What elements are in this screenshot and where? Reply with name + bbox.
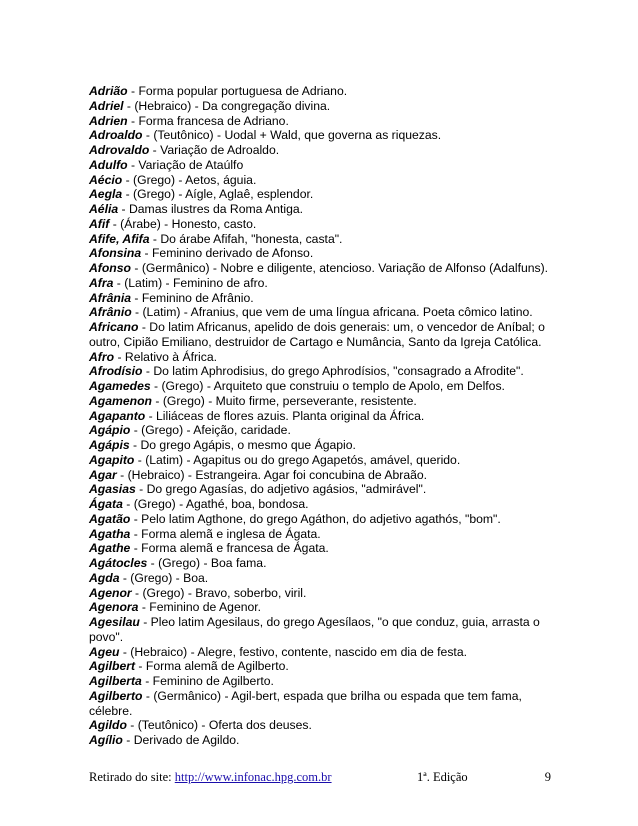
entry-name: Agasias [89, 482, 136, 497]
entry-definition: - Forma alemã e inglesa de Ágata. [130, 526, 321, 541]
entry-name: Agenora [89, 600, 139, 615]
entry-definition: - (Grego) - Boa. [119, 570, 209, 585]
glossary-entry [89, 143, 551, 158]
glossary-entry [89, 276, 551, 291]
glossary-entry [89, 409, 551, 424]
entry-definition: - Variação de Ataúlfo [127, 157, 244, 172]
entry-definition: - Liliáceas de flores azuis. Planta original da África. [145, 408, 425, 423]
entry-name: Agátocles [89, 556, 148, 570]
entry-name: Adrovaldo [89, 143, 150, 157]
entry-definition: - Feminino de Afrânio. [131, 290, 254, 305]
entry-name: Agar [89, 467, 117, 482]
glossary-entry [89, 158, 551, 173]
glossary-entry [89, 187, 551, 202]
entry-definition: - Do árabe Afifah, "honesta, casta". [149, 231, 343, 246]
footer-edition: 1ª. Edição [417, 770, 468, 784]
entry-name: Ágata [89, 497, 123, 511]
entry-definition: - (Teutônico) - Uodal + Wald, que governa as riquezas. [142, 128, 442, 143]
entry-definition: - Relativo à África. [114, 349, 218, 364]
entry-name: Afro [89, 349, 115, 364]
entry-name: Agápis [89, 438, 130, 452]
glossary-entry [89, 350, 551, 365]
glossary-entry [89, 84, 551, 99]
glossary-entry [89, 556, 551, 571]
glossary-entry [89, 217, 551, 232]
glossary-entry [89, 364, 551, 379]
glossary-entry [89, 689, 551, 719]
entry-definition: - (Hebraico) - Estrangeira. Agar foi concubina de Abraão. [116, 467, 428, 482]
glossary-entry [89, 497, 551, 512]
glossary-entry [89, 512, 551, 527]
entry-definition: - (Latim) - Agapitus ou do grego Agapetós, amável, querido. [134, 452, 461, 467]
glossary-entry [89, 453, 551, 468]
entry-definition: - Forma popular portuguesa de Adriano. [127, 84, 348, 98]
glossary-entry [89, 615, 551, 645]
page-number: 9 [544, 770, 551, 784]
entry-definition: - (Teutônico) - Oferta dos deuses. [126, 718, 312, 733]
entry-definition: - Feminino de Agilberto. [141, 674, 274, 688]
entry-name: Aécio [89, 172, 123, 187]
glossary-entry [89, 645, 551, 660]
glossary-entry [89, 600, 551, 615]
entry-definition: - (Latim) - Afranius, que vem de uma língua africana. Poeta cômico latino. [131, 305, 533, 320]
glossary-entry [89, 379, 551, 394]
entry-name: Agílio [89, 733, 123, 747]
entry-name: Agamenon [89, 393, 152, 408]
entry-definition: - (Grego) - Boa fama. [147, 556, 267, 570]
glossary-entry [89, 394, 551, 409]
glossary-entry [89, 674, 551, 689]
glossary-entry [89, 114, 551, 129]
entry-definition: - Forma alemã e francesa de Ágata. [130, 541, 329, 556]
entry-name: Afrânia [89, 290, 131, 305]
entry-name: Adrien [89, 113, 128, 128]
glossary-entry [89, 99, 551, 114]
entry-name: Agilberto [89, 688, 143, 703]
glossary-entry [89, 305, 551, 320]
entry-name: Agatão [89, 511, 131, 526]
entry-name: Agilberta [89, 674, 142, 688]
entry-name: Afrodísio [89, 364, 143, 379]
entry-definition: - (Grego) - Bravo, soberbo, viril. [131, 585, 307, 600]
entry-name: Adroaldo [89, 128, 143, 143]
entry-definition: - Damas ilustres da Roma Antiga. [118, 202, 304, 216]
entry-name: Agatha [89, 526, 131, 541]
entry-name: Adulfo [89, 157, 128, 172]
entry-definition: - (Grego) - Aígle, Aglaê, esplendor. [122, 187, 314, 202]
entry-definition: - Do grego Agasías, do adjetivo agásios, "admirável". [135, 482, 427, 497]
entry-definition: - Do latim Africanus, apelido de dois generais: um, o vencedor de Aníbal; o outro, Cipião Emiliano, destruidor de Cartago e Numância, Santo da Igreja Católica. [89, 320, 545, 349]
entry-name: Afrânio [89, 305, 132, 320]
glossary-entry [89, 468, 551, 483]
entry-name: Aélia [89, 202, 119, 216]
glossary-entry [89, 320, 551, 350]
page-footer [89, 770, 551, 786]
entry-name: Afif [89, 216, 110, 231]
glossary-entry [89, 527, 551, 542]
entry-name: Agda [89, 570, 120, 585]
entry-definition: - (Grego) - Muito firme, perseverante, resistente. [151, 393, 417, 408]
entry-definition: - (Grego) - Aetos, águia. [122, 172, 257, 187]
entry-name: Ageu [89, 644, 120, 659]
entry-definition: - (Germânico) - Nobre e diligente, atencioso. Variação de Alfonso (Adalfuns). [130, 261, 549, 275]
glossary-entry [89, 733, 551, 748]
entry-name: Adriel [89, 98, 124, 113]
entry-definition: - (Hebraico) - Da congregação divina. [123, 98, 331, 113]
entry-name: Afonso [89, 261, 131, 275]
entry-definition: - (Hebraico) - Alegre, festivo, contente, nascido em dia de festa. [119, 644, 467, 659]
glossary-entry [89, 423, 551, 438]
document-body [89, 84, 551, 748]
entry-name: Africano [89, 320, 139, 334]
entry-definition: - Forma francesa de Adriano. [127, 113, 289, 128]
footer-source-label: Retirado do site: [89, 770, 175, 784]
glossary-entry [89, 659, 551, 674]
entry-name: Afra [89, 275, 114, 290]
entry-name: Agilbert [89, 659, 136, 674]
footer-source-link[interactable]: http://www.infonac.hpg.com.br [174, 770, 332, 784]
glossary-entry [89, 261, 551, 276]
entry-name: Agesilau [89, 615, 140, 629]
entry-definition: - Pleo latim Agesilaus, do grego Agesílaos, "o que conduz, guia, arrasta o povo". [89, 615, 540, 644]
glossary-entry [89, 173, 551, 188]
glossary-entry [89, 571, 551, 586]
entry-name: Agapanto [89, 408, 146, 423]
entry-name: Aegla [89, 187, 123, 202]
entry-name: Agenor [89, 585, 132, 600]
entry-name: Agamedes [89, 379, 151, 393]
glossary-entry [89, 586, 551, 601]
entry-definition: - Feminino derivado de Afonso. [141, 246, 314, 261]
entry-definition: - Pelo latim Agthone, do grego Agáthon, do adjetivo agathós, "bom". [130, 511, 501, 526]
entry-name: Adrião [89, 84, 128, 98]
entry-name: Agápio [89, 423, 131, 438]
glossary-entry [89, 541, 551, 556]
entry-definition: - Forma alemã de Agilberto. [135, 659, 289, 674]
glossary-entry [89, 718, 551, 733]
glossary-entry [89, 128, 551, 143]
entry-definition: - (Grego) - Arquiteto que construiu o templo de Apolo, em Delfos. [150, 379, 505, 393]
entry-definition: - Feminino de Agenor. [138, 600, 262, 615]
entry-name: Agildo [89, 718, 127, 733]
entry-definition: - (Grego) - Afeição, caridade. [130, 423, 291, 438]
entry-definition: - Derivado de Agildo. [122, 733, 240, 747]
entry-definition: - Do grego Agápis, o mesmo que Ágapio. [129, 438, 356, 452]
entry-definition: - (Grego) - Agathé, boa, bondosa. [122, 497, 309, 511]
glossary-entry [89, 291, 551, 306]
entry-definition: - (Árabe) - Honesto, casto. [109, 216, 257, 231]
entry-definition: - (Germânico) - Agil-bert, espada que brilha ou espada que tem fama, célebre. [89, 688, 522, 718]
glossary-entry [89, 202, 551, 217]
glossary-entry [89, 246, 551, 261]
entry-name: Agathe [89, 541, 131, 556]
entry-definition: - Do latim Aphrodisius, do grego Aphrodísios, "consagrado a Afrodite". [142, 364, 524, 379]
footer-source [89, 770, 332, 785]
glossary-entry [89, 438, 551, 453]
entry-name: Afife, Afifa [89, 231, 150, 246]
entry-definition: - (Latim) - Feminino de afro. [113, 275, 268, 290]
entry-definition: - Variação de Adroaldo. [149, 143, 280, 157]
entry-name: Afonsina [89, 246, 142, 261]
entry-name: Agapito [89, 452, 135, 467]
glossary-entry [89, 482, 551, 497]
glossary-entry [89, 232, 551, 247]
